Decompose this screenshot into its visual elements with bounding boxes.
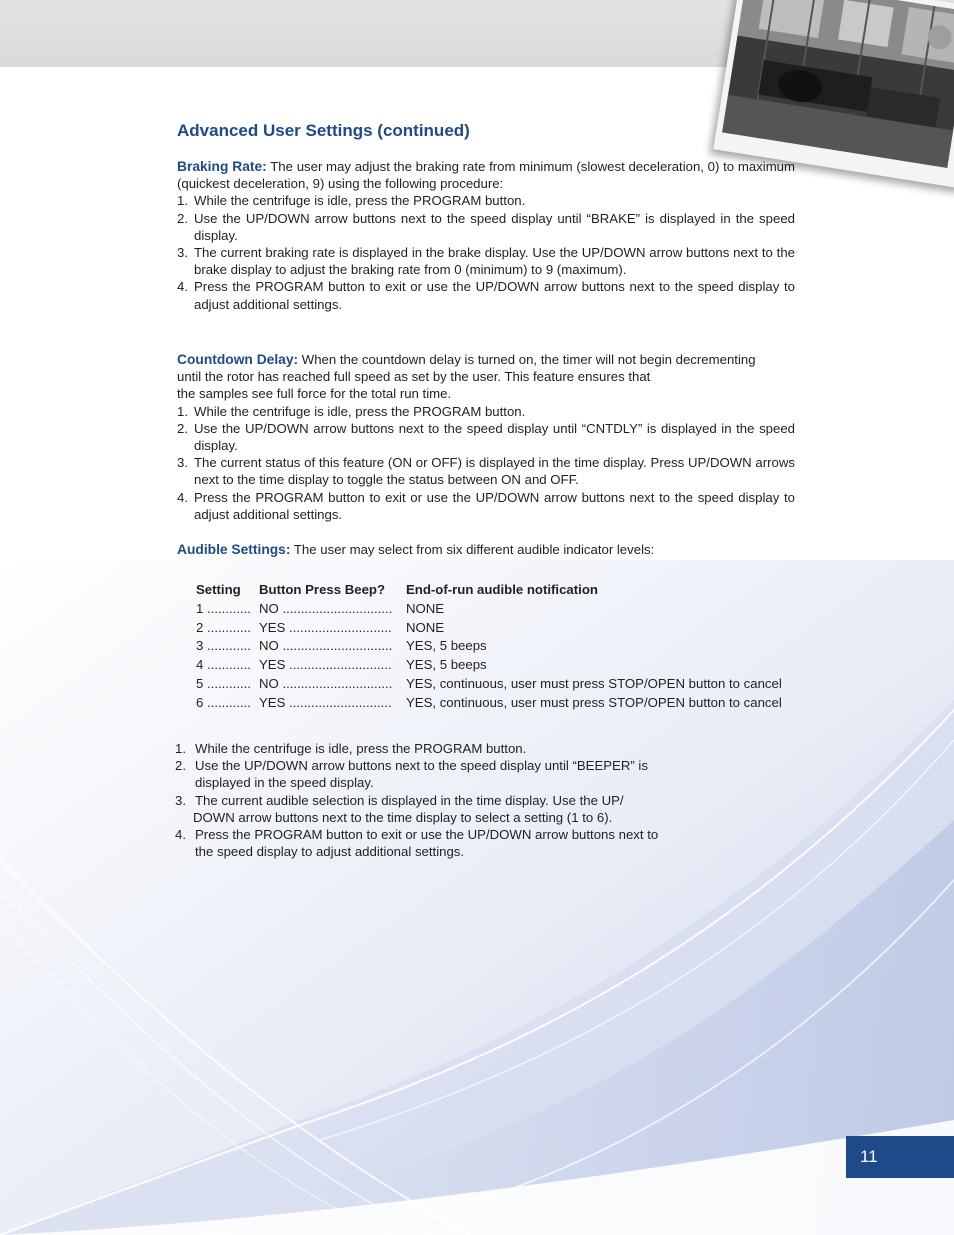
braking-rate-intro bbox=[177, 158, 795, 192]
list-item: 4. Press the PROGRAM button to exit or use the UP/DOWN arrow buttons next to the speed display to adjust additional settings. bbox=[177, 279, 795, 312]
audible-settings-label: Audible Settings: bbox=[177, 542, 291, 557]
countdown-delay-steps bbox=[177, 403, 795, 523]
table-header: Button Press Beep? bbox=[259, 582, 386, 597]
audible-settings-steps bbox=[175, 740, 735, 860]
table-row: 4 ............ YES ............................ YES, 5 beeps bbox=[196, 657, 487, 673]
list-item: 4. Press the PROGRAM button to exit or use the UP/DOWN arrow buttons next to the speed display to adjust additional settings. bbox=[175, 827, 659, 860]
braking-rate-steps bbox=[177, 192, 795, 312]
braking-rate-intro-text: The user may adjust the braking rate from minimum (slowest deceleration, 0) to maximum (quickest deceleration, 9) using the following procedure: bbox=[177, 159, 795, 192]
page-number: 11 bbox=[860, 1147, 878, 1166]
table-row: 2 ............ YES ............................ NONE bbox=[196, 619, 445, 635]
countdown-delay-label: Countdown Delay: bbox=[177, 352, 299, 367]
table-header: Setting bbox=[196, 582, 241, 597]
countdown-delay-intro: Countdown Delay: When the countdown delay is turned on, the timer will not begin decrementing until the rotor has reached full speed as set by the user. This feature ensures that the samples see full force for the total run time. bbox=[177, 352, 756, 402]
table-row: 6 ............ YES ............................ YES, continuous, user must press STOP/OPEN button to cancel bbox=[196, 694, 782, 710]
list-item: 2. Use the UP/DOWN arrow buttons next to the speed display until “BEEPER” is displayed in the speed display. bbox=[175, 758, 648, 791]
audible-settings-table bbox=[196, 581, 782, 713]
list-item: 1. While the centrifuge is idle, press the PROGRAM button. bbox=[175, 741, 527, 756]
table-row: 5 ............ NO .............................. YES, continuous, user must press STOP/OPEN button to cancel bbox=[196, 675, 782, 691]
list-item: 3. The current audible selection is displayed in the time display. Use the UP/ DOWN arrow buttons next to the time display to select a setting (1 to 6). bbox=[175, 792, 624, 825]
factory-machinery-image bbox=[722, 0, 954, 168]
list-item: 2. Use the UP/DOWN arrow buttons next to the speed display until “CNTDLY” is displayed in the speed display. bbox=[177, 420, 795, 454]
countdown-delay-section bbox=[177, 351, 795, 523]
table-row: 3 ............ NO .............................. YES, 5 beeps bbox=[196, 638, 487, 654]
braking-rate-section bbox=[177, 158, 795, 313]
list-item: 1. While the centrifuge is idle, press the PROGRAM button. bbox=[177, 193, 526, 209]
page-number-tab bbox=[846, 1136, 954, 1178]
list-item: 3. The current braking rate is displayed in the brake display. Use the UP/DOWN arrow buttons next to the brake display to adjust the braking rate from 0 (minimum) to 9 (maximum). bbox=[177, 245, 795, 278]
table-header-row bbox=[196, 581, 782, 600]
audible-settings-section bbox=[177, 541, 795, 558]
table-row: 1 ............ NO .............................. NONE bbox=[196, 600, 445, 616]
audible-settings-steps-block bbox=[175, 740, 735, 860]
list-item: 1. While the centrifuge is idle, press the PROGRAM button. bbox=[177, 403, 526, 419]
list-item: 4. Press the PROGRAM button to exit or use the UP/DOWN arrow buttons next to the speed display to adjust additional settings. bbox=[177, 489, 795, 522]
list-item: 2. Use the UP/DOWN arrow buttons next to the speed display until “BRAKE” is displayed in the speed display. bbox=[177, 210, 795, 243]
audible-settings-intro: Audible Settings: The user may select from six different audible indicator levels: bbox=[177, 542, 655, 557]
list-item: 3. The current status of this feature (ON or OFF) is displayed in the time display. Press UP/DOWN arrows next to the time display to toggle the status between ON and OFF. bbox=[177, 455, 795, 488]
table-header: End-of-run audible notification bbox=[406, 582, 598, 597]
page-title: Advanced User Settings (continued) bbox=[177, 121, 470, 140]
braking-rate-label: Braking Rate: bbox=[177, 159, 267, 174]
